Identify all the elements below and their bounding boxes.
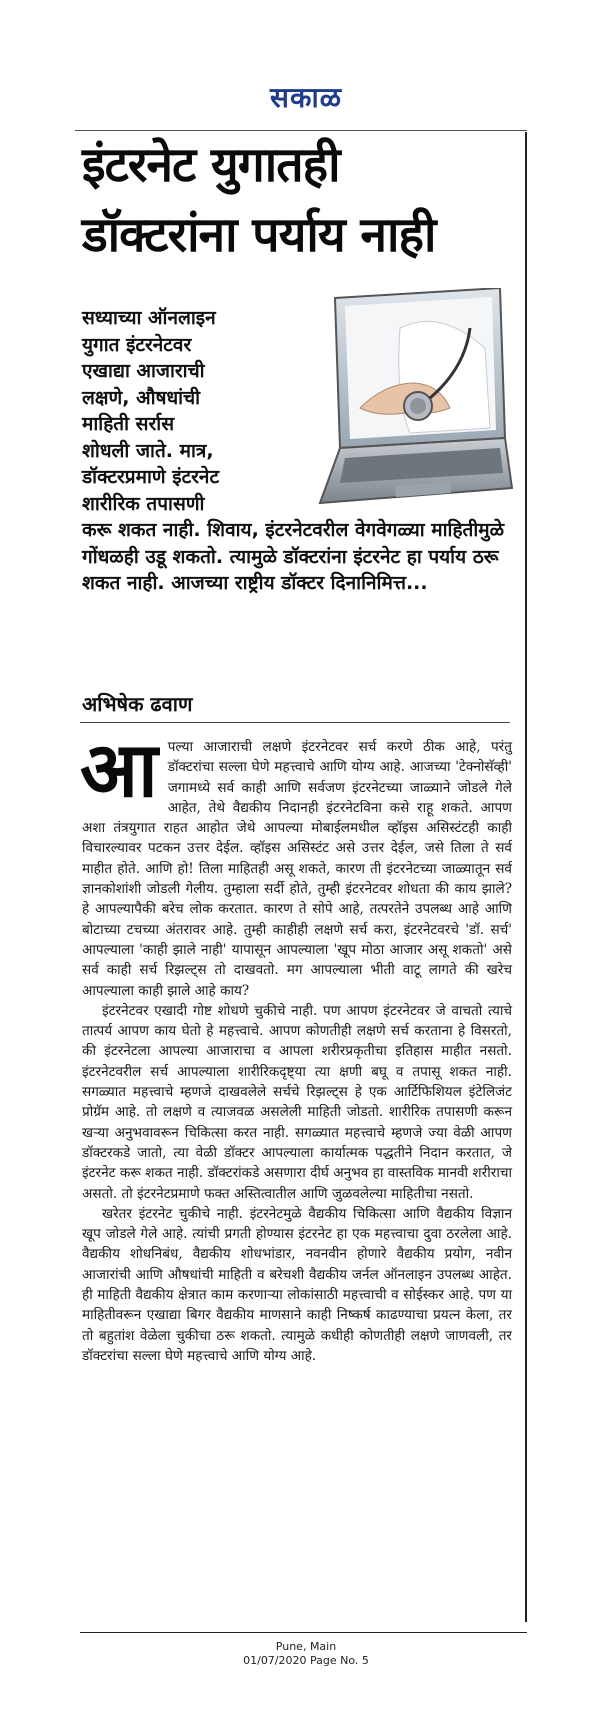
newspaper-logo: सकाळ — [270, 81, 342, 114]
deck-line-7: डॉक्टरप्रमाणे इंटरनेट — [82, 466, 220, 488]
deck-line-1: सध्याच्या ऑनलाइन — [82, 307, 216, 329]
deck-line-2: युगात इंटरनेटवर — [82, 333, 192, 356]
column-rule — [525, 132, 527, 1622]
deck-wide-text: करू शकत नाही. शिवाय, इंटरनेटवरील वेगवेगळ्या माहितीमुळे गोंधळही उडू शकतो. त्यामुळे डॉक्टरांना इंटरनेट हा पर्याय ठरू शकत नाही. आजच्या राष्ट्रीय डॉक्टर दिनानिमित्त... — [82, 519, 505, 594]
headline-line-1: इंटरनेट युगातही — [82, 137, 340, 193]
article-paragraph: खरेतर इंटरनेट चुकीचे नाही. इंटरनेटमुळे वैद्यकीय चिकित्सा आणि वैद्यकीय विज्ञान खूप जोडले गेले आहे. त्यांची प्रगती होण्यास इंटरनेट हा एक महत्त्वाचा दुवा ठरलेला आहे. वैद्यकीय शोधनिबंध, वैद्यकीय शोधभांडार, नवनवीन होणारे वैद्यकीय प्रयोग, नवीन आजारांची आणि औषधांची माहिती व बरेचशी वैद्यकीय जर्नल ऑनलाइन उपलब्ध आहेत. ही माहिती वैद्यकीय क्षेत्रात काम करणाऱ्या लोकांसाठी महत्त्वाची व सोईस्कर आहे. पण या माहितीवरून एखाद्या बिगर वैद्यकीय माणसाने काही निष्कर्ष काढण्याचा प्रयत्न केला, तर तो बहुतांश वेळेला चुकीचा ठरू शकतो. त्यामुळे कधीही कोणतीही लक्षणे जाणवली, तर डॉक्टरांचा सल्ला घेणे महत्त्वाचे आणि योग्य आहे. — [82, 1205, 512, 1364]
article-paragraph: इंटरनेटवर एखादी गोष्ट शोधणे चुकीचे नाही. पण आपण इंटरनेटवर जे वाचतो त्याचे तात्पर्य आपण काय घेतो हे महत्त्वाचे. आपण कोणतीही लक्षणे सर्च करताना हे विसरतो, की इंटरनेटला आपल्या आजाराचा व आपला शरीरप्रकृतीचा इतिहास माहीत नसतो. इंटरनेटवरील सर्च आपल्याला शारीरिकदृष्ट्या त्या क्षणी बघू व तपासू शकत नाही. सगळ्यात महत्त्वाचे म्हणजे दाखवलेले सर्चचे रिझल्ट्स हे एक आर्टिफिशियल इंटेलिजंट प्रोग्रॅम आहे. तो लक्षणे व त्याजवळ असलेली माहिती जोडतो. शारीरिक तपासणी करून खऱ्या अनुभवावरून चिकित्सा करत नाही. सगळ्यात महत्त्वाचे म्हणजे ज्या वेळी आपण डॉक्टरकडे जातो, त्या वेळी डॉक्टर आपल्याला कार्यात्मक पद्धतीने निदान करतात, जे इंटरनेट करू शकत नाही. डॉक्टरांकडे असणारा दीर्घ अनुभव हा वास्तविक मानवी शरीराचा असतो. तो इंटरनेटप्रमाणे फक्त अस्तित्वातील आणि जुळवलेल्या माहितीचा नसतो. — [82, 1002, 512, 1202]
footer-date-page: 01/07/2020 Page No. 5 — [243, 1654, 369, 1667]
deck-line-3: एखाद्या आजाराची — [82, 360, 205, 382]
headline-line-2: डॉक्टरांना पर्याय नाही — [82, 207, 436, 263]
footer-edition: Pune, Main — [275, 1640, 337, 1653]
paragraph-text: पल्या आजाराची लक्षणे इंटरनेटवर सर्च करणे ठीक आहे, परंतु डॉक्टरांचा सल्ला घेणे महत्त्वाचे आणि योग्य आहे. आजच्या 'टेक्नोसॅव्ही' जगामध्ये सर्व काही आणि सर्वजण इंटरनेटच्या जाळ्याने जोडले गेले आहेत, तेथे वैद्यकीय निदानही इंटरनेटविना कसे राहू शकते. आपण अशा तंत्रयुगात राहत आहोत जेथे आपल्या मोबाईलमधील व्हॉइस असिस्टंटही काही विचारल्यावर पटकन उत्तर देईल. व्हॉइस असिस्टंट असे उत्तर देईल, जसे तिला ते सर्व माहीत होते. आणि हो! तिला माहितही असू शकते, कारण ती इंटरनेटच्या जाळ्यातून सर्व ज्ञानकोशांशी जोडली गेलीय. तुम्हाला सर्दी होते, तुम्ही इंटरनेटवर शोधता की काय झाले? हे आपल्यापैकी बरेच लोक करतात. कारण ते सोपे आहे, तत्परतेने उपलब्ध आहे आणि बोटाच्या टचच्या अंतरावर आहे. तुम्ही काहीही लक्षणे सर्च करा, इंटरनेटवरचे 'डॉ. सर्च' आपल्याला 'काही झाले नाही' यापासून आपल्याला 'खूप मोठा आजार असू शकतो' असे सर्व काही सर्च रिझल्ट्स तो दाखवतो. मग आपल्याला भीती वाटू लागते की खरेच आपल्याला काही झाले आहे काय? — [82, 739, 512, 999]
article-body — [80, 725, 512, 1366]
page-footer — [0, 1640, 612, 1668]
article-deck — [82, 305, 522, 597]
headline — [82, 130, 522, 270]
drop-cap: आ — [80, 725, 158, 814]
deck-line-4: लक्षणे, औषधांची — [82, 386, 201, 409]
article-paragraph — [80, 725, 512, 1001]
deck-line-8: शारीरिक तपासणी — [82, 492, 205, 515]
bottom-rule — [80, 1632, 527, 1633]
byline-rule — [80, 722, 510, 723]
deck-line-6: शोधली जाते. मात्र, — [82, 439, 214, 462]
byline: अभिषेक ढवाण — [82, 692, 193, 716]
deck-line-5: माहिती सर्रास — [82, 413, 175, 435]
masthead — [0, 78, 612, 116]
